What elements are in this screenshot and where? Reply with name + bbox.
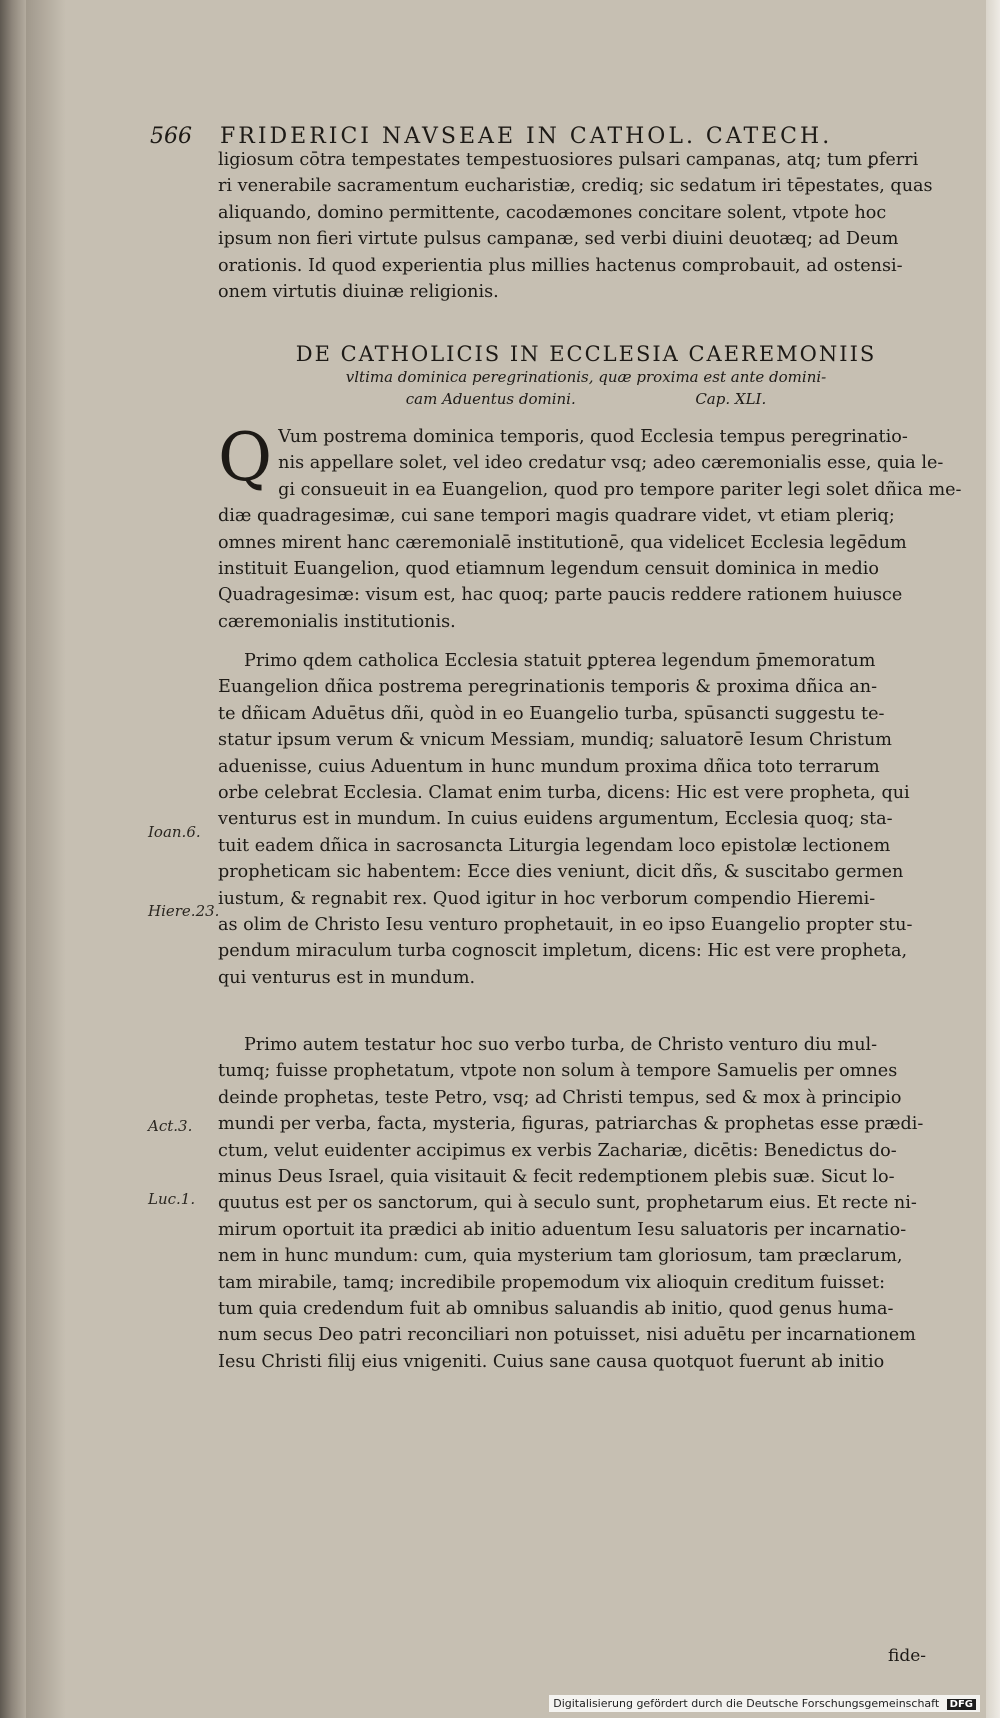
text-line: tum quia credendum fuit ab omnibus saluandis ab initio, quod genus huma-	[218, 1299, 894, 1320]
text-line: ctum, velut euidenter accipimus ex verbis Zachariæ, dicētis: Benedictus do-	[218, 1140, 897, 1161]
text-line: tumq; fuisse prophetatum, vtpote non solum à tempore Samuelis per omnes	[218, 1061, 898, 1082]
text-line: iustum, & regnabit rex. Quod igitur in hoc verborum compendio Hieremi-	[218, 888, 876, 909]
marginal-note: Luc.1.	[148, 1190, 196, 1208]
running-title: FRIDERICI NAVSEAE IN CATHOL. CATECH.	[220, 124, 833, 149]
text-line: statur ipsum verum & vnicum Messiam, mundiq; saluatorē Iesum Christum	[218, 730, 892, 751]
chapter-subtitle-line-2	[236, 388, 936, 410]
text-line: instituit Euangelion, quod etiamnum legendum censuit dominica in medio	[218, 559, 880, 580]
digitization-credit	[549, 1695, 980, 1712]
text-line: omnes mirent hanc cæremonialē institutionē, qua videlicet Ecclesia legēdum	[218, 532, 907, 553]
chapter-subtitle-text: cam Aduentus domini.	[405, 390, 576, 408]
chapter-subtitle-line-1: vltima dominica peregrinationis, quæ proxima est ante domini-	[345, 368, 827, 386]
folio-number: 566	[150, 124, 192, 149]
marginal-note: Act.3.	[148, 1117, 193, 1135]
chapter-heading	[236, 342, 936, 410]
text-line: te dñicam Aduētus dñi, quòd in eo Euangelio turba, spūsancti suggestu te-	[218, 703, 885, 724]
text-line: orationis. Id quod experientia plus millies hactenus comprobauit, ad ostensi-	[218, 255, 903, 276]
text-line: as olim de Christo Iesu venturo prophetauit, in eo ipso Euangelio propter stu-	[218, 915, 913, 936]
text-line: aduenisse, cuius Aduentum in hunc mundum proxima dñica toto terrarum	[218, 756, 880, 777]
intro-paragraph	[218, 147, 938, 305]
dfg-logo: DFG	[947, 1699, 976, 1710]
text-line: aliquando, domino permittente, cacodæmones concitare solent, vtpote hoc	[218, 202, 887, 223]
text-line: ri venerabile sacramentum eucharistiæ, crediq; sic sedatum iri tēpestates, quas	[218, 176, 933, 197]
gutter-shadow	[26, 0, 66, 1718]
text-line: Primo autem testatur hoc suo verbo turba, de Christo venturo diu mul-	[244, 1035, 878, 1055]
credit-text: Digitalisierung gefördert durch die Deutsche Forschungsgemeinschaft	[553, 1697, 940, 1710]
marginal-note: Hiere.23.	[148, 902, 220, 920]
text-line: deinde prophetas, teste Petro, vsq; ad Christi tempus, sed & mox à principio	[218, 1087, 902, 1108]
text-line: cæremonialis institutionis.	[218, 611, 456, 632]
text-line: propheticam sic habentem: Ecce dies veniunt, dicit dñs, & suscitabo germen	[218, 862, 904, 883]
text-line: Euangelion dñica postrema peregrinationis temporis & proxima dñica an-	[218, 677, 878, 698]
text-line: Primo qdem catholica Ecclesia statuit ꝑpterea legendum p̄memoratum	[244, 651, 876, 671]
text-line: num secus Deo patri reconciliari non potuisset, nisi aduētu per incarnationem	[218, 1325, 916, 1346]
catchword: fide-	[888, 1646, 927, 1666]
text-line: quutus est per os sanctorum, qui à seculo sunt, prophetarum eius. Et recte ni-	[218, 1193, 917, 1214]
text-line: qui venturus est in mundum.	[218, 967, 476, 988]
chapter-title: DE CATHOLICIS IN ECCLESIA CAEREMONIIS	[295, 342, 877, 366]
paragraph-2	[218, 648, 938, 991]
marginal-note: Ioan.6.	[148, 823, 201, 841]
paragraph-3	[218, 1032, 938, 1375]
drop-capital: Q	[218, 419, 273, 496]
text-line: minus Deus Israel, quia visitauit & fecit redemptionem plebis suæ. Sicut lo-	[218, 1167, 895, 1188]
page-fore-edge	[986, 0, 1000, 1718]
text-line: onem virtutis diuinæ religionis.	[218, 282, 499, 303]
chapter-number: Cap. XLI.	[695, 390, 767, 408]
text-line: Iesu Christi filij eius vnigeniti. Cuius sane causa quotquot fuerunt ab initio	[218, 1351, 885, 1372]
text-line: ipsum non fieri virtute pulsus campanæ, sed verbi diuini deuotæq; ad Deum	[218, 229, 899, 250]
text-line: orbe celebrat Ecclesia. Clamat enim turba, dicens: Hic est vere propheta, qui	[218, 783, 910, 804]
book-spine-edge	[0, 0, 26, 1718]
text-line: pendum miraculum turba cognoscit impletum, dicens: Hic est vere propheta,	[218, 941, 908, 962]
text-line: tam mirabile, tamq; incredibile propemodum vix alioquin creditum fuisset:	[218, 1272, 886, 1293]
text-line: gi consueuit in ea Euangelion, quod pro tempore pariter legi solet dñica me-	[278, 479, 962, 500]
text-line: mirum oportuit ita prædici ab initio aduentum Iesu saluatoris per incarnatio-	[218, 1219, 907, 1240]
running-head	[150, 124, 930, 149]
text-line: tuit eadem dñica in sacrosancta Liturgia legendam loco epistolæ lectionem	[218, 835, 891, 856]
text-line: venturus est in mundum. In cuius euidens argumentum, Ecclesia quoq; sta-	[218, 809, 893, 830]
text-line: Quadragesimæ: visum est, hac quoq; parte paucis reddere rationem huiusce	[218, 585, 903, 606]
text-line: ligiosum cōtra tempestates tempestuosiores pulsari campanas, atq; tum ꝑferri	[218, 150, 919, 170]
text-line: Vum postrema dominica temporis, quod Ecclesia tempus peregrinatio-	[278, 427, 908, 447]
text-line: mundi per verba, facta, mysteria, figuras, patriarchas & prophetas esse prædi-	[218, 1114, 924, 1135]
text-line: nem in hunc mundum: cum, quia mysterium tam gloriosum, tam præclarum,	[218, 1246, 903, 1267]
text-line: diæ quadragesimæ, cui sane tempori magis quadrare videt, vt etiam pleriq;	[218, 506, 895, 527]
paragraph-1	[218, 419, 962, 635]
text-line: nis appellare solet, vel ideo credatur vsq; adeo cæremonialis esse, quia le-	[278, 453, 944, 474]
